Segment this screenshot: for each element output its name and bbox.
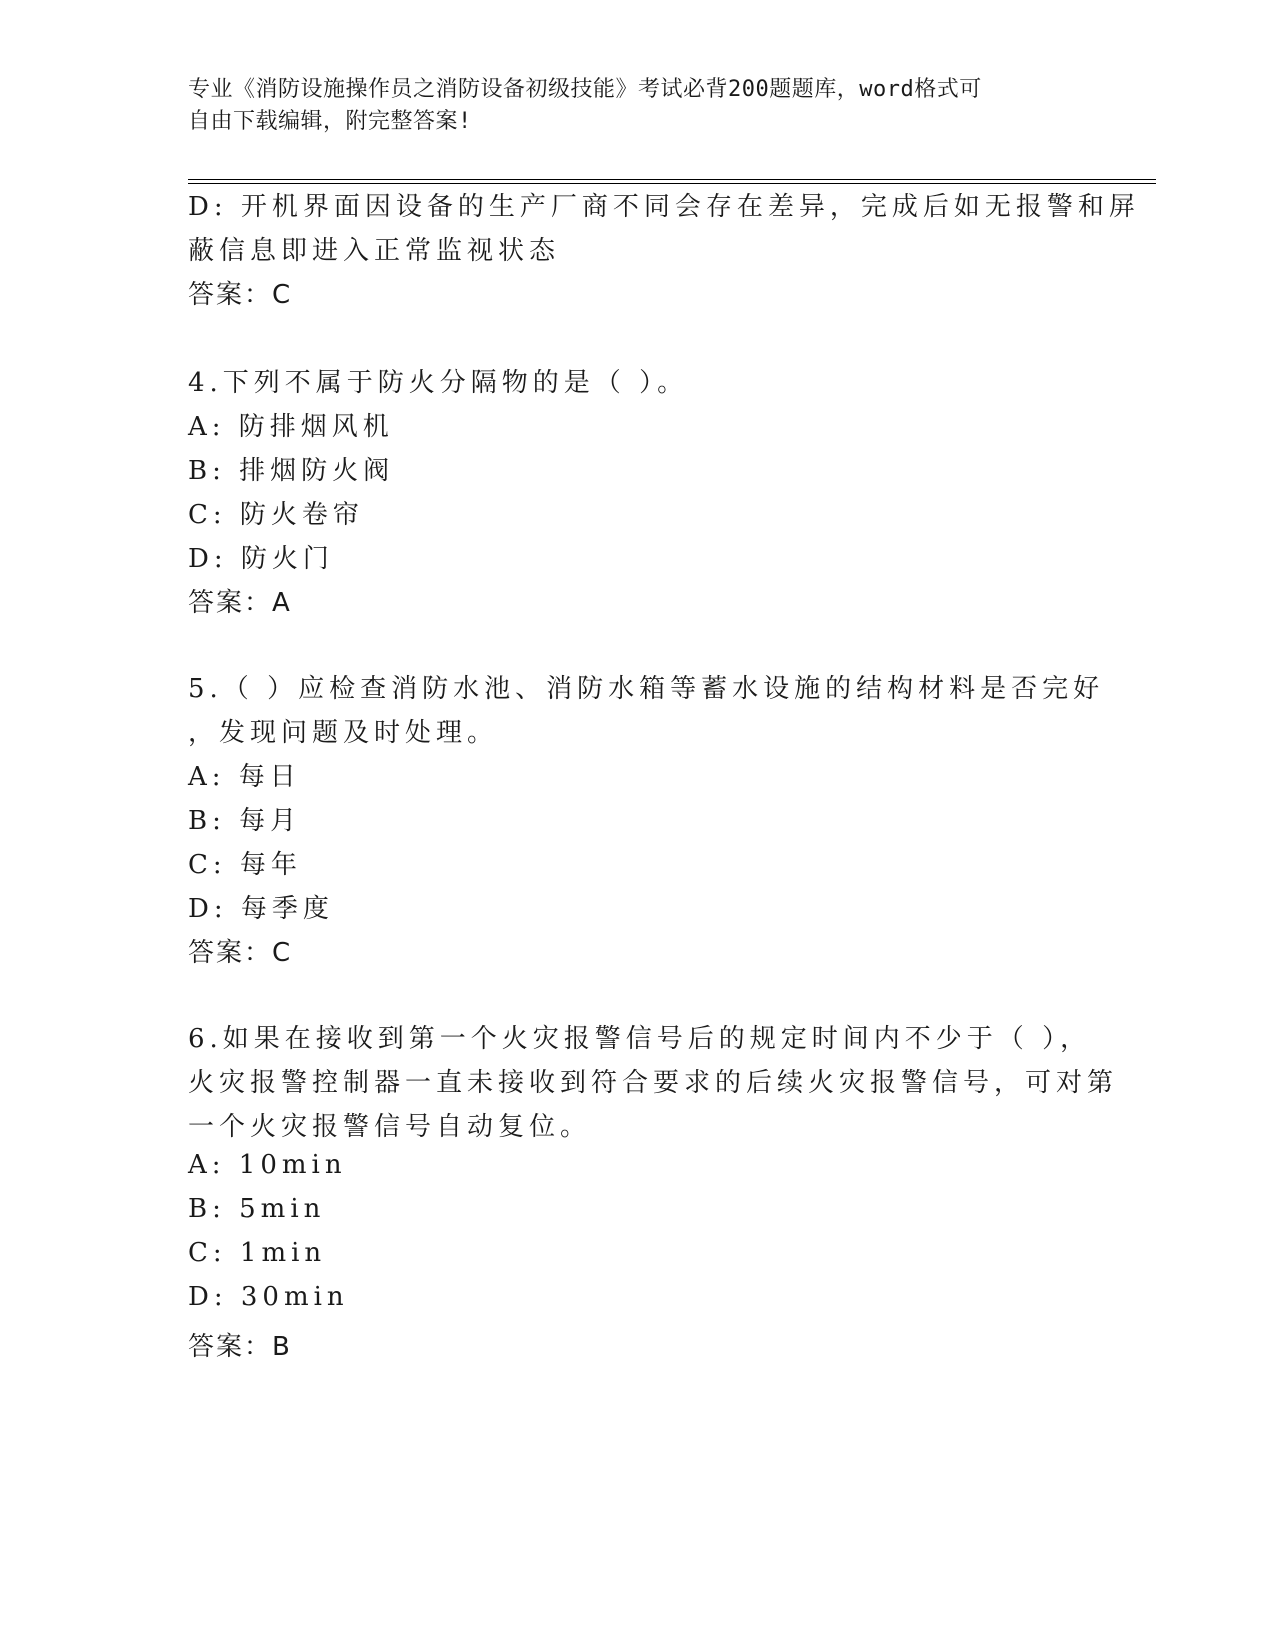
q6-option-b: B: 5min	[188, 1194, 326, 1224]
q4-option-a: A: 防排烟风机	[188, 412, 394, 442]
q5-question-line-2: ，发现问题及时处理。	[188, 718, 499, 748]
q4-question: 4.下列不属于防火分隔物的是（ ）。	[188, 368, 689, 398]
header-divider-bottom	[188, 183, 1156, 184]
q3-answer: 答案：C	[188, 280, 293, 310]
q4-option-b: B: 排烟防火阀	[188, 456, 395, 486]
q6-question-line-2: 火灾报警控制器一直未接收到符合要求的后续火灾报警信号，可对第	[188, 1068, 1119, 1098]
q6-answer: 答案：B	[188, 1332, 292, 1362]
q6-question-line-1: 6.如果在接收到第一个火灾报警信号后的规定时间内不少于（ ），	[188, 1024, 1092, 1054]
document-header	[188, 74, 1088, 138]
q5-option-a: A: 每日	[188, 762, 301, 792]
q5-option-c: C: 每年	[188, 850, 302, 880]
q3-option-d-line-2: 蔽信息即进入正常监视状态	[188, 236, 561, 266]
q5-option-b: B: 每月	[188, 806, 302, 836]
q3-option-d-line-1: D: 开机界面因设备的生产厂商不同会存在差异，完成后如无报警和屏	[188, 192, 1140, 222]
q5-option-d: D: 每季度	[188, 894, 334, 924]
q6-option-a: A: 10min	[188, 1150, 347, 1180]
q6-option-c: C: 1min	[188, 1238, 327, 1268]
q5-answer: 答案：C	[188, 938, 293, 968]
header-divider-top	[188, 179, 1156, 180]
q6-option-d: D: 30min	[188, 1282, 349, 1312]
q6-question-line-3: 一个火灾报警信号自动复位。	[188, 1112, 592, 1142]
q4-answer: 答案：A	[188, 588, 292, 618]
header-line-2: 自由下载编辑，附完整答案!	[188, 109, 472, 134]
q4-option-c: C: 防火卷帘	[188, 500, 364, 530]
q5-question-line-1: 5.（ ）应检查消防水池、消防水箱等蓄水设施的结构材料是否完好	[188, 674, 1105, 704]
q4-option-d: D: 防火门	[188, 544, 334, 574]
header-line-1: 专业《消防设施操作员之消防设备初级技能》考试必背200题题库，word格式可	[188, 77, 982, 102]
